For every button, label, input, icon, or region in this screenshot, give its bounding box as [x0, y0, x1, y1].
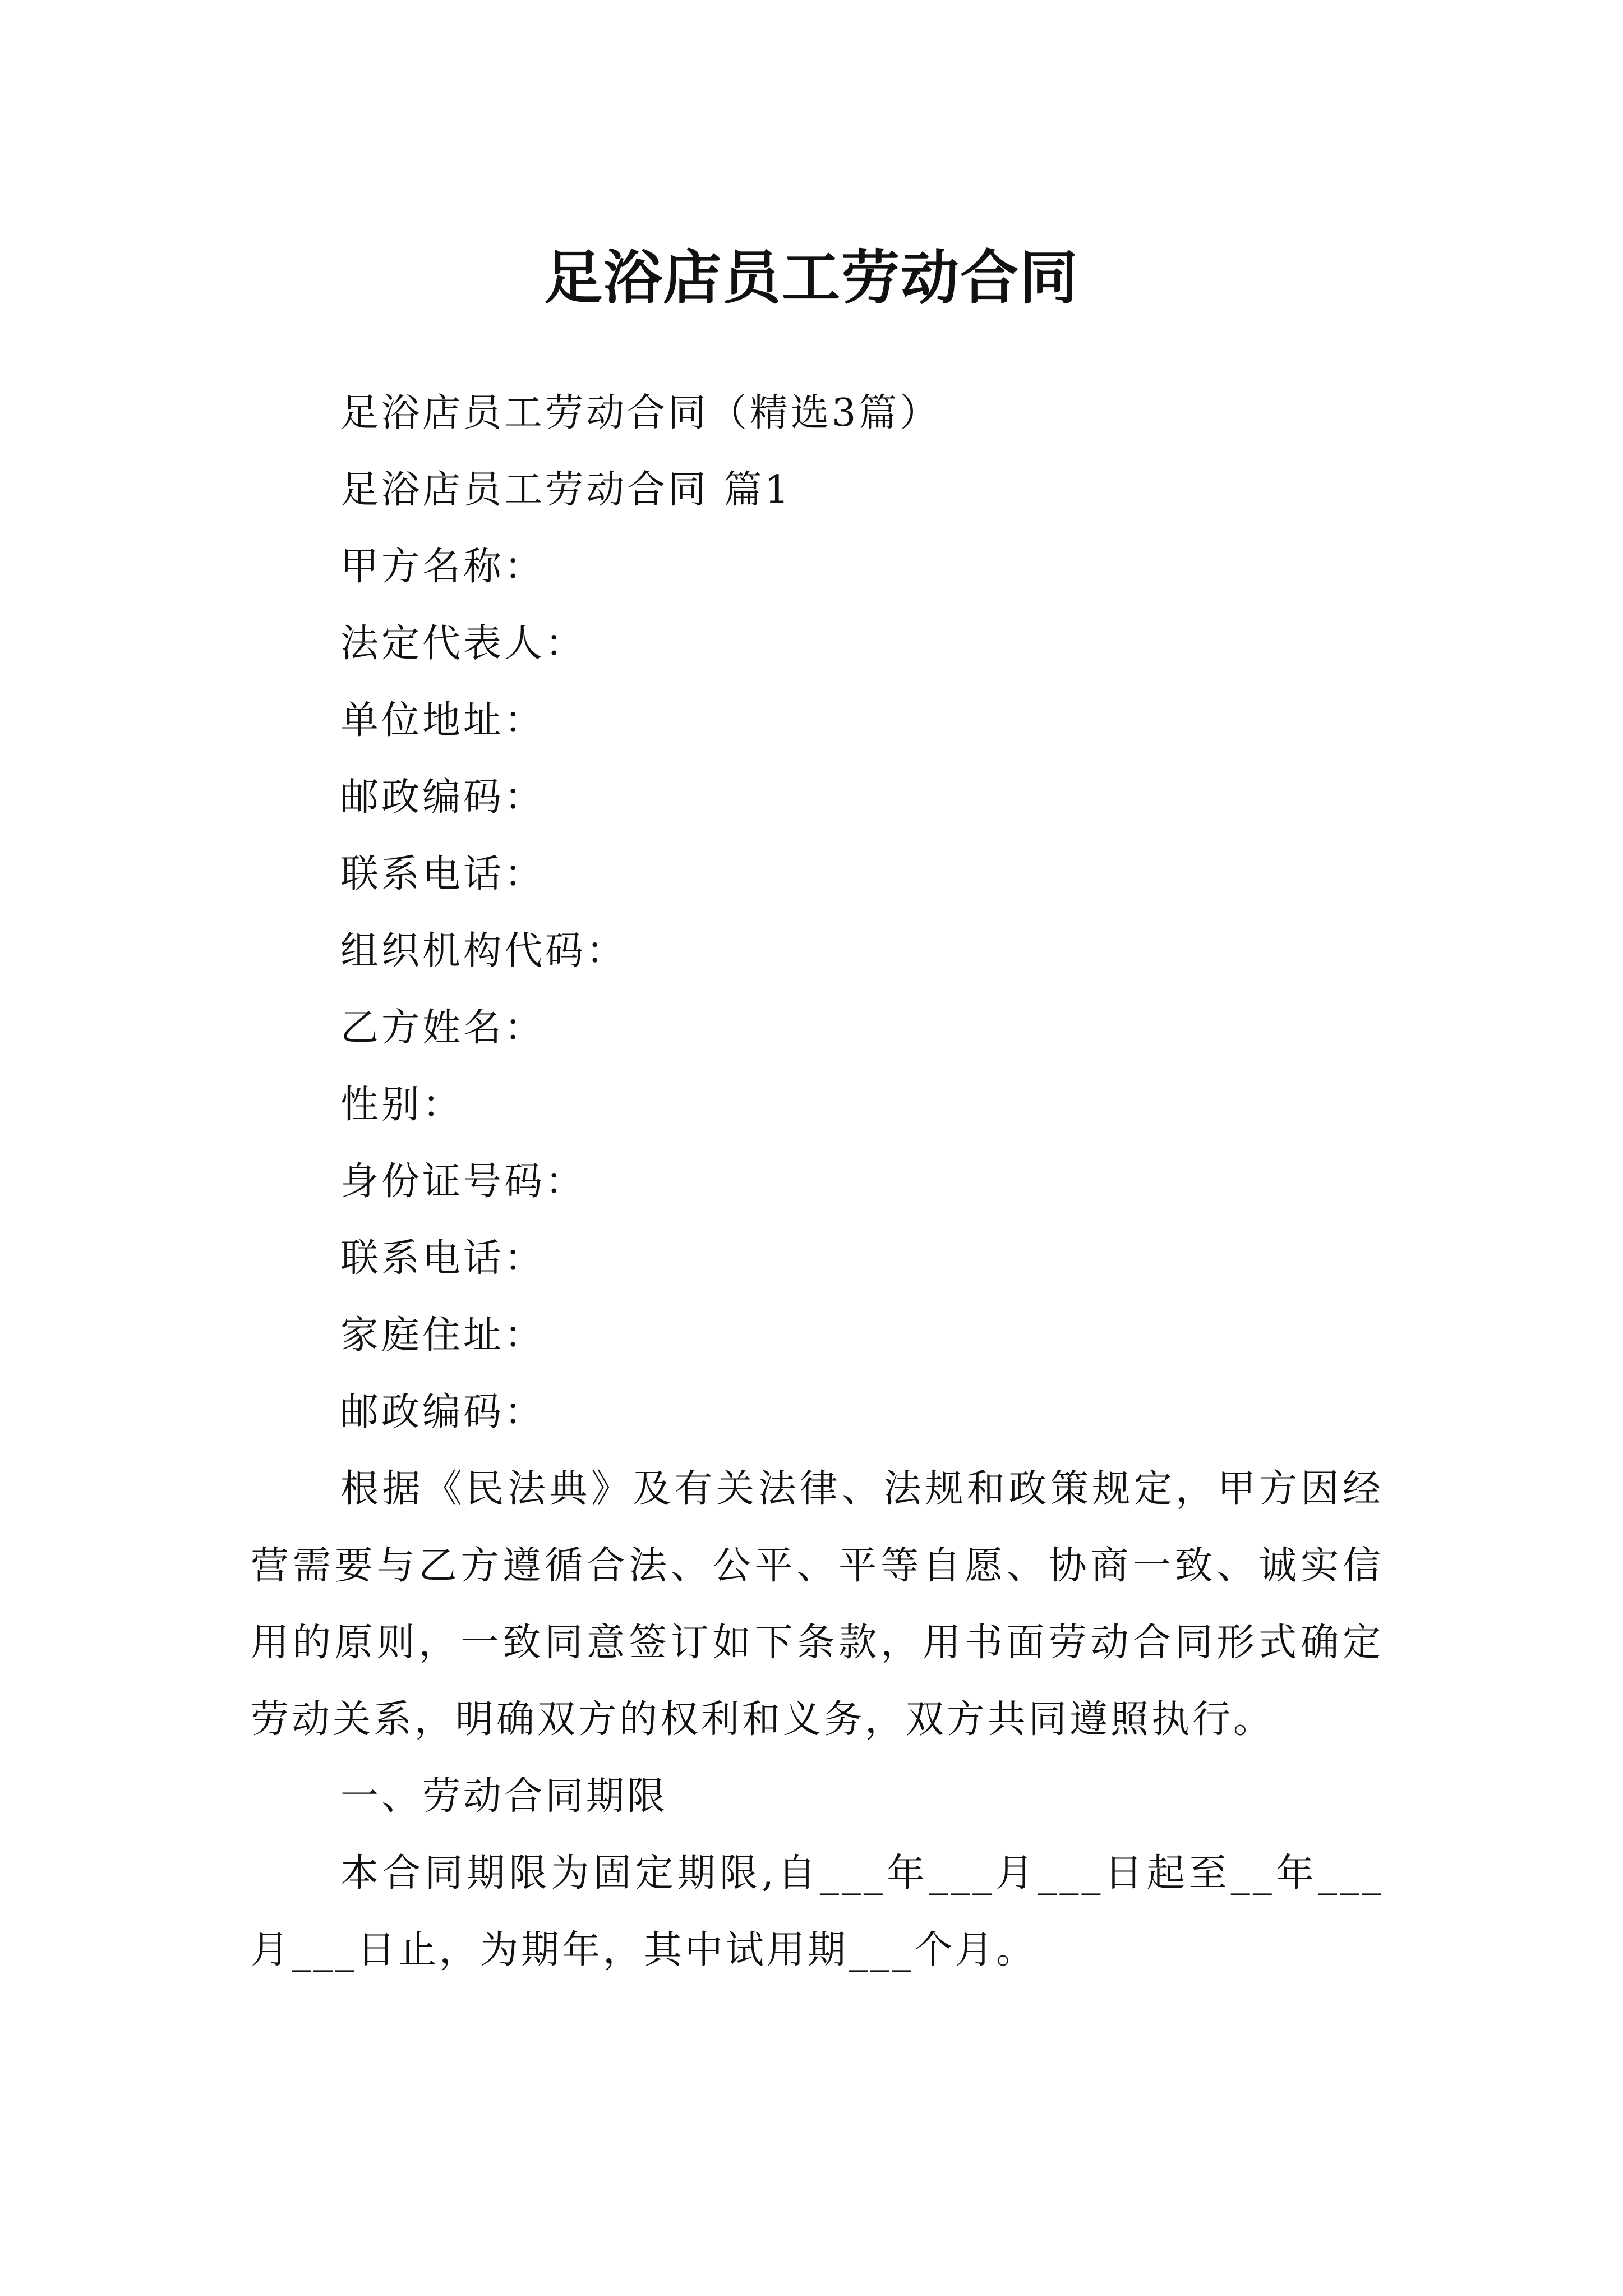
clause-1-heading: 一、劳动合同期限 [340, 1774, 668, 1819]
section-heading: 足浴店员工劳动合同 篇1 [340, 468, 792, 512]
party-b-name-field: 乙方姓名： [340, 1006, 546, 1050]
preamble-paragraph: 根据《民法典》及有关法律、法规和政策规定，甲方因经营需要与乙方遵循合法、公平、平等自愿、协商一致、诚实信用的原则，一致同意签订如下条款，用书面劳动合同形式确定劳动关系，明确双方的权利和义务，双方共同遵照执行。 [251, 1467, 1384, 1742]
party-b-phone-field: 联系电话： [340, 1236, 546, 1281]
party-a-postcode-field: 邮政编码： [340, 775, 546, 820]
party-a-org-code-field: 组织机构代码： [340, 929, 628, 973]
party-a-address-field: 单位地址： [340, 698, 546, 743]
party-b-address-field: 家庭住址： [340, 1313, 546, 1358]
party-a-phone-field: 联系电话： [340, 852, 546, 896]
clause-1-paragraph: 本合同期限为固定期限,自___年___月___日起至__年___月___日止，为期年，其中试用期___个月。 [251, 1851, 1384, 1972]
party-b-postcode-field: 邮政编码： [340, 1390, 546, 1434]
party-b-gender-field: 性别： [340, 1083, 464, 1127]
document-body [251, 375, 1384, 1989]
party-b-id-number-field: 身份证号码： [340, 1159, 587, 1204]
party-a-legal-rep-field: 法定代表人： [340, 622, 587, 666]
document-subtitle: 足浴店员工劳动合同（精选3篇） [340, 391, 941, 435]
party-a-name-field: 甲方名称： [340, 545, 546, 589]
document-title: 足浴店员工劳动合同 [543, 242, 1079, 312]
